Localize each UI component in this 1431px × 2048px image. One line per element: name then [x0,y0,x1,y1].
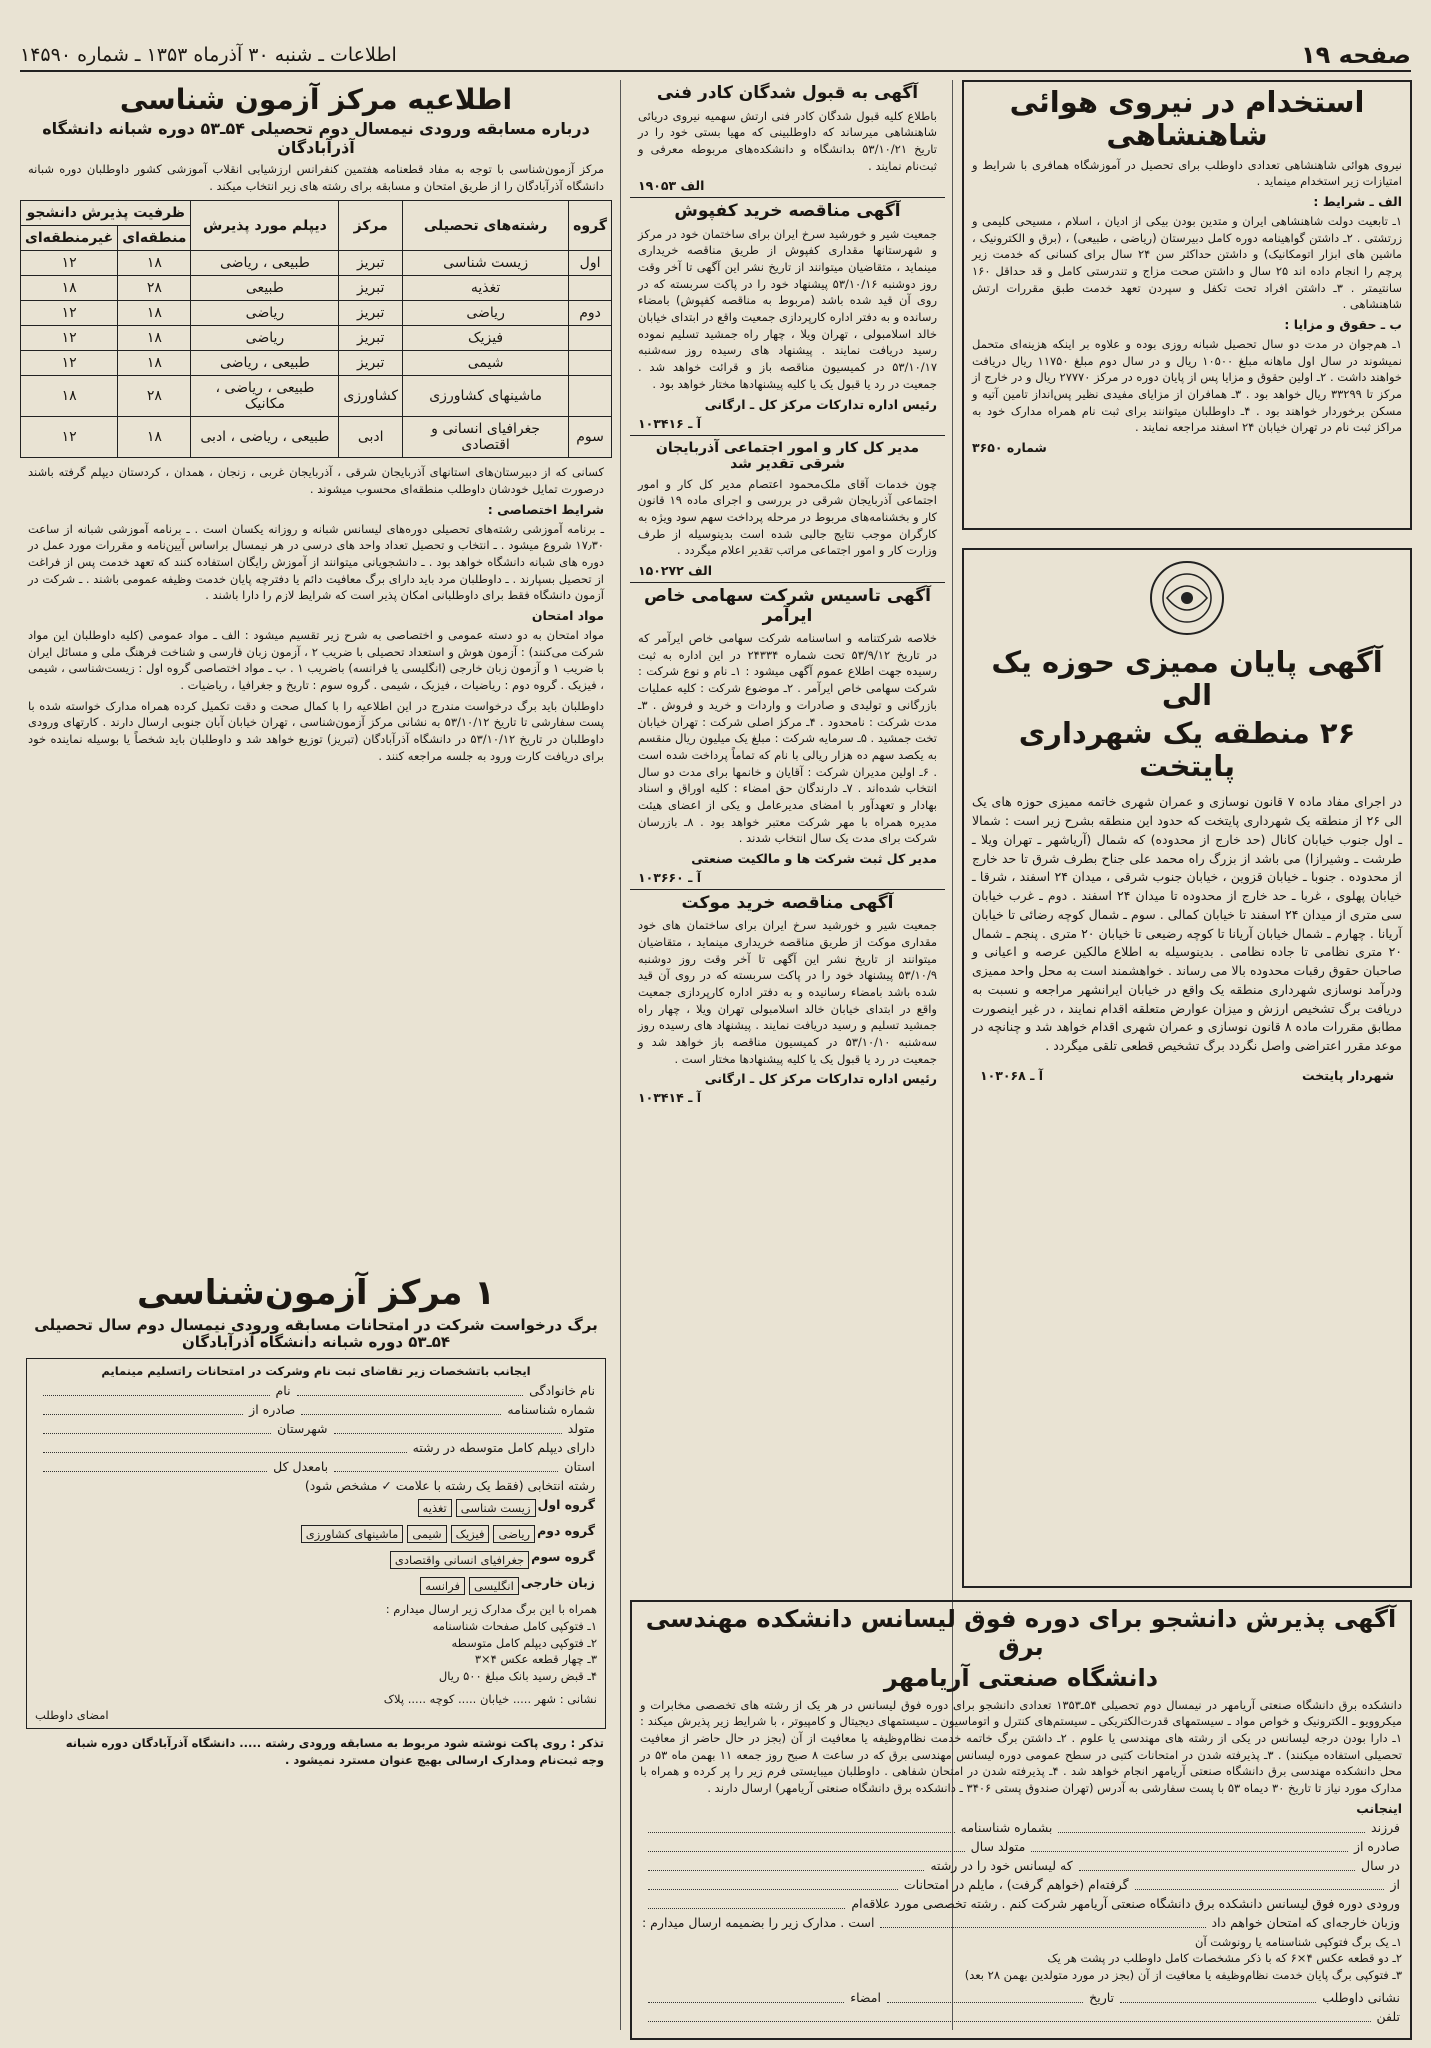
table-cell: طبیعی ، ریاضی [191,351,339,376]
list-item: ۱ـ یک برگ فتوکپی شناسنامه یا رونوشت آن [1195,1934,1402,1949]
average-field[interactable] [43,1459,267,1472]
field-label: تاریخ [1089,1989,1115,2005]
table-cell: طبیعی ، ریاضی ، مکانیک [191,376,339,417]
table-cell: ۱۸ [118,301,191,326]
table-row [21,276,612,301]
choice-checkbox[interactable]: فیزیک [451,1525,490,1543]
table-cell: ادبی [339,417,403,458]
engineering-admission-ad [630,1600,1412,2040]
ad-title: آگهی پایان ممیزی حوزه یک الی [991,645,1383,713]
field-label: تلفن [1376,2008,1400,2024]
table-row [21,376,612,417]
form-field[interactable] [648,1839,965,1852]
form-field[interactable] [648,1877,898,1890]
group-label: گروه سوم [531,1549,595,1565]
language-checkbox[interactable]: انگلیسی [469,1577,519,1595]
birth-field[interactable] [334,1421,562,1434]
list-item: ۲ـ فتوکپی دیپلم کامل متوسطه [451,1635,597,1650]
table-cell: ۲۸ [118,276,191,301]
table-cell: طبیعی ، ریاضی ، ادبی [191,417,339,458]
ad-section-head: ب ـ حقوق و مزایا : [1284,317,1402,333]
ad-body: کسانی که از دبیرستان‌های استانهای آذربایجان شرقی ، آذربایجان غربی ، زنجان ، همدان ، کردستان دیپلم گرفته باشند درصورت تمایل خودشان داوطلب منطقه‌ای محسوب میشوند . [28,465,604,496]
issue-info: اطلاعات ـ شنبه ۳۰ آذرماه ۱۳۵۳ ـ شماره ۱۴۵۹۰ [20,44,397,66]
table-header: غیرمنطقه‌ای [21,226,118,251]
field-label: که لیسانس خود را در رشته [930,1857,1073,1873]
form-field[interactable] [1058,1820,1365,1833]
table-cell: ماشینهای کشاورزی [403,376,569,417]
choice-checkbox[interactable]: جغرافیای انسانی واقتصادی [390,1551,529,1569]
table-cell: طبیعی [191,276,339,301]
column-divider [620,80,621,2030]
field-label: گرفته‌ام (خواهم گرفت) ، مایلم در امتحانات [903,1876,1129,1892]
table-header: منطقه‌ای [118,226,191,251]
group-label: گروه اول [537,1497,595,1513]
field-label: نام خانوادگی [529,1383,595,1399]
form-field[interactable] [1135,1877,1385,1890]
form-field[interactable] [880,1915,1205,1928]
ad-body: ۱ـ تابعیت دولت شاهنشاهی ایران و متدین بودن بیکی از ادیان ، اسلام ، مسیحی کلیمی و زرتشتی . ۲ـ داشتن گواهینامه دوره کامل دبیرستان (ریاضی ، طبیعی) ، (برق و الکترونیک ، ماشین های ابزار اتومکانیک) و داشتن حداکثر سن ۲۴ سال برای کسانی که خدمت زیر پرچم را انجام داده اند ۲۵ سال و داشتن صحت مزاج و تندرستی کامل و قد حداقل ۱۶۰ سانتیمتر . ۳ـ داشتن افراد تحت تکفل و سپردن تعهد خدمت طبق مقررات ارتش شاهنشاهی . [972,214,1402,312]
id-number-field[interactable] [301,1402,501,1415]
ad-body: داوطلبان باید برگ درخواست مندرج در این اطلاعیه را با کمال صحت و دقت تکمیل کرده همراه مدارک خواسته شده با پست سفارشی تا تاریخ ۵۳/۱۰/۱۲ به نشانی مرکز آزمون‌شناسی ، تهران خیابان آبان جنوبی ارسال دارند . کارتهای ورودی داوطلبان در تاریخ ۵۳/۱۰/۱۲ در دانشگاه آذرآبادگان (تبریز) توزیع خواهد شد و داوطلبان باید شخصاً یا بوسیله نماینده خود برای دریافت کارت ورود به جلسه مراجعه کنند . [28,698,604,763]
group-label: گروه دوم [537,1523,595,1539]
choice-checkbox[interactable]: شیمی [407,1525,446,1543]
emblem-icon [1137,556,1237,640]
form-field[interactable] [1079,1858,1355,1871]
form-title: اینجانب [1356,1800,1402,1816]
diploma-field[interactable] [43,1440,407,1453]
table-cell: کشاورزی [339,376,403,417]
table-cell [569,376,612,417]
form-note: ایجانب باتشخصات زیر تقاضای ثبت نام وشرکت در امتحانات راتسلیم مینمایم [101,1363,531,1378]
ad-intro: نیروی هوائی شاهنشاهی تعدادی داوطلب برای تحصیل در آموزشگاه همافری با شرایط و امتیازات زیر استخدام مینماید . [972,157,1402,189]
table-cell: دوم [569,301,612,326]
table-cell: ۱۸ [21,376,118,417]
form-subtitle: برگ درخواست شرکت در امتحانات مسابقه ورودی نیمسال دوم سال تحصیلی ۵۴ـ۵۳ دوره شبانه دانشگاه آذرآبادگان [34,1316,598,1352]
field-label: وزبان خارجه‌ای که امتحان خواهم داد [1211,1914,1400,1930]
table-header: مرکز [339,201,403,251]
first-name-field[interactable] [43,1383,270,1396]
choice-checkbox[interactable]: ماشینهای کشاورزی [301,1525,404,1543]
table-cell: ریاضی [191,301,339,326]
exam-application-form [20,1270,612,2040]
table-cell [569,326,612,351]
table-header: رشته‌های تحصیلی [403,201,569,251]
list-item: ۳ـ فتوکپی برگ پایان خدمت نظام‌وظیفه یا معافیت از آن (بجز در مورد متولدین بهمن ۲۸ بعد) [964,1968,1402,1983]
ad-code: الف ۱۵۰۲۷۲ [638,563,712,579]
tax-assessment-ad [962,548,1412,1588]
ad-title: استخدام در نیروی هوائی شاهنشاهی [1009,85,1365,153]
ad-code: شماره ۳۶۵۰ [972,440,1047,456]
table-cell: ۲۸ [118,376,191,417]
capacity-table [20,200,612,458]
choice-checkbox[interactable]: تغذیه [418,1499,452,1517]
city-field[interactable] [43,1421,271,1434]
table-cell: جغرافیای انسانی و اقتصادی [403,417,569,458]
field-label: نام [275,1383,291,1399]
table-cell: تبریز [339,251,403,276]
table-cell: ریاضی [403,301,569,326]
table-cell: ۱۲ [21,301,118,326]
table-cell: فیزیک [403,326,569,351]
field-label: شماره شناسنامه [507,1402,595,1418]
table-cell: ۱۸ [118,251,191,276]
table-cell: ۱۲ [21,326,118,351]
ad-body: جمعیت شیر و خورشید سرخ ایران برای ساختمان خود در مرکز و شهرستانها مقداری کفپوش از طریق مناقصه خریداری مینماید ، متقاضیان میتوانند از تاریخ نشر این آگهی تا آخر وقت روز دوشنبه ۵۳/۱۰/۱۶ پیشنهاد خود را در پاکت سربسته که در روی آن قید شده باشد (مربوط به مناقصه کفپوش) بامضاء رسانده و به دفتر اداره کارپردازی جمعیت واقع در ابتدای خیابان خالد اسلامبولی ، تهران ویلا ، چهار راه جمشید تسلیم نموده رسید دریافت نمایند . پیشنهاد های رسیده روز سه‌شنبه ۵۳/۱۰/۱۷ در کمیسیون مناقصه باز و قرائت خواهد شد . جمعیت در رد یا قبول یک یا کلیه پیشنهادها مختار خواهد بود . [638,226,937,391]
field-label: است . مدارک زیر را بضمیمه ارسال میدارم : [642,1914,875,1930]
ad-body: باطلاع کلیه قبول شدگان کادر فنی ارتش سهمیه نیروی دریائی شاهنشاهی میرساند که داوطلبینی که مهیا بستی خود را در تاریخ ۵۳/۱۰/۲۱ بدانشگاه و دانشکده‌های مربوطه معرفی و ثبت‌نام نمایند . [638,108,937,173]
ad-body: چون خدمات آقای ملک‌محمود اعتصام مدیر کل کار و امور اجتماعی آذربایجان شرقی در بررسی و اجرای ماده ۱۹ قانون کار و بخشنامه‌های مربوط در مرحله پرداخت سهم سود ویژه به کارگران موجب نتایج جالبی شده است بدینوسیله از طرف وزارت کار و امور اجتماعی مراتب تقدیر اعلام میگردد . [638,476,937,558]
ad-title: آگهی مناقصه خرید موکت [681,892,894,913]
list-item: ۳ـ چهار قطعه عکس ۴×۳ [474,1652,597,1667]
ad-body: ۱ـ هم‌جوان در مدت دو سال تحصیل شبانه روزی بوده و علاوه بر اینکه هزینه‌ای متحمل نمیشوند در سال اول ماهانه مبلغ ۱۰۵۰۰ ریال و در سال دوم مبلغ ۱۱۷۵۰ ریال دریافت خواهند داشت . ۲ـ اولین حقوق و مزایا پس از پایان دوره در مرکز ۲۷۷۷۰ ریال و در خارج از مرکز تا ۳۳۲۹۹ ریال خواهد بود . ۳ـ همافران از مزایای مفیدی نظیر پس‌انداز تامین آتیه و مسکن برخوردار خواهند بود . ۴ـ داوطلبان میتوانند برای ثبت نام همراه مدارک خود به مراکز ثبت نام در تهران خیابان ۲۴ اسفند مراجعه نمایند . [972,337,1403,435]
signature-field[interactable]: امضای داوطلب [35,1708,109,1723]
field-label: بامعدل کل [273,1459,329,1475]
list-item: ۲ـ دو قطعه عکس ۴×۶ که با ذکر مشخصات کامل داوطلب در پشت هر یک [1047,1951,1402,1966]
table-cell: ۱۲ [21,417,118,458]
ad-title: آگهی به قبول شدگان کادر فنی [656,83,919,103]
ad-code: آ ـ ۱۰۳۴۱۶ [638,415,702,431]
province-field[interactable] [334,1459,558,1472]
date-field[interactable] [887,1990,1083,2003]
field-label: متولد سال [970,1838,1026,1854]
page-number: صفحه ۱۹ [1301,41,1411,69]
table-cell: طبیعی ، ریاضی [191,251,339,276]
ad-intro: مرکز آزمون‌شناسی با توجه به مفاد قطعنامه هفتمین کنفرانس ارزشیابی انقلاب آموزشی کشور داوطلبان دوره شبانه دانشگاه آذرآبادگان را از طریق امتحان و مسابقه برای رشته های زیر انتخاب میکند . [28,161,604,193]
table-cell: ۱۸ [21,276,118,301]
ad-title: اطلاعیه مرکز آزمون شناسی [119,83,513,116]
table-row [21,326,612,351]
ad-signature: مدیر کل ثبت شرکت ها و مالکیت صنعتی [691,850,937,866]
table-cell [569,351,612,376]
ad-body: جمعیت شیر و خورشید سرخ ایران برای ساختمان های خود مقداری موکت از طریق مناقصه خریداری مینماید ، متقاضیان میتوانند از تاریخ نشر این آگهی تا آخر وقت روز دوشنبه ۵۳/۱۰/۹ پیشنهاد خود را در پاکت سربسته که در روی آن قید شده باشد بامضاء رسانیده و به دفتر اداره کارپردازی جمعیت واقع در ابتدای خیابان خالد اسلامبولی تهران ویلا ، چهار راه جمشید تسلیم و رسید دریافت نمایند . پیشنهاد های رسیده روز سه‌شنبه ۵۳/۱۰/۱۰ در کمیسیون مناقصه باز خواهد شد و جمعیت در رد یا قبول یک یا کلیه پیشنهادها مختار است . [638,918,937,1066]
footer-note: وجه ثبت‌نام ومدارک ارسالی بهیچ عنوان مسترد نمیشود . [285,1752,604,1767]
form-row [642,1820,1400,1835]
table-row [21,417,612,458]
form-title: ۱ مرکز آزمون‌شناسی [136,1273,496,1313]
choice-checkbox[interactable]: ریاضی [493,1525,535,1543]
table-row [21,251,612,276]
ad-section-head: مواد امتحان [531,608,604,624]
ad-code: آ ـ ۱۰۳۴۱۴ [638,1090,702,1106]
ad-subtitle: درباره مسابقه ورودی نیمسال دوم تحصیلی ۵۴ـ۵۳ دوره شبانه دانشگاه آذرآبادگان [42,119,590,157]
field-label: در سال [1361,1857,1400,1873]
field-label: زبان خارجی [520,1575,595,1591]
field-label: بشماره شناسنامه [960,1819,1053,1835]
table-cell: زیست شناسی [403,251,569,276]
field-label: ورودی دوره فوق لیسانس دانشکده برق دانشگاه صنعتی آریامهر شرکت کنم . رشته تخصصی مورد علاقه‌ام [851,1895,1400,1911]
table-cell: ۱۸ [118,351,191,376]
ad-body: دانشکده برق دانشگاه صنعتی آریامهر در نیمسال دوم تحصیلی ۵۴ـ۱۳۵۳ تعدادی دانشجو برای دوره فوق لیسانس در هر یک از رشته های تخصصی مخابرات و میکروویو ـ الکترونیک و خواص مواد ـ سیستمهای قدرت‌الکتریکی ـ سیستم‌های کنترل و اتوماسیون ـ سیستمهای دیجیتال و کامپیوتر ، با شرایط زیر پذیرش میکند : ۱ـ دارا بودن درجه لیسانس در یکی از رشته های مهندسی یا علوم . ۲ـ داشتن برگ خاتمه خدمت نظام‌وظیفه یا معافیت از آن (بجز در حال حاضر از معافیت تحصیلی استفاده میکنند) . ۳ـ پذیرفته شدن در امتحانات کتبی در سطح عمومی دوره لیسانس مهندسی برق که در ساعت ۸ صبح روز جمعه ۱۱ بهمن ماه ۵۳ در محل دانشکده مهندسی برق دانشگاه صنعتی آریامهر انجام خواهد شد . ۴ـ پذیرفته شدن در امتحان شفاهی . داوطلبان میبایستی فرم زیر را پر کرده و همراه با مدارک مورد نیاز تا تاریخ ۳۰ دیماه ۵۳ با پست سفارشی به آدرس (تهران صندوق پستی ۳۴۰۶ ـ دانشکده برق دانشگاه صنعتی آریامهر) ارسال دارند . [640,1697,1402,1796]
table-row [21,351,612,376]
ad-subtitle: دانشگاه صنعتی آریامهر [883,1664,1159,1693]
field-label: شهرستان [277,1421,328,1437]
table-cell: تغذیه [403,276,569,301]
table-cell: تبریز [339,301,403,326]
air-force-ad [962,80,1412,530]
ad-title: آگهی پذیرش دانشجو برای دوره فوق لیسانس دانشکده مهندسی برق [645,1605,1397,1661]
table-cell: سوم [569,417,612,458]
ad-code: الف ۱۹۰۵۳ [638,178,705,194]
ad-signature: رئیس اداره تدارکات مرکز کل ـ ارگانی [704,1071,937,1087]
ad-body: ـ برنامه آموزشی رشته‌های تحصیلی دوره‌های لیسانس شبانه و روزانه یکسان است . ـ برنامه آموزشی شبانه از ساعت ۱۷٫۳۰ شروع میشود . ـ انتخاب و تحصیل تعداد واحد های درسی در هر نیمسال براساس آیین‌نامه و مقررات مورد عمل در دوره های شبانه دانشگاه خواهد بود . ـ دانشجویانی میتوانند از آموزش رایگان استفاده کنند که تعهد خدمت پس از فراغت از تحصیل بسپارند . ـ داوطلبان مرد باید دارای برگ معافیت دائم یا دفترچه پایان خدمت وظیفه عمومی باشند . ـ شرکت در آزمون دانشگاه فقط برای داوطلبانی امکان پذیر است که شرایط لازم را دارا باشند . [28,521,604,603]
ad-title: ۲۶ منطقه یک شهرداری پایتخت [1018,715,1356,784]
form-field[interactable] [1031,1839,1348,1852]
form-row [642,1839,1400,1854]
field-label: از [1390,1876,1400,1892]
ad-body: در اجرای مفاد ماده ۷ قانون نوسازی و عمران شهری خاتمه ممیزی حوزه های یک الی ۲۶ از منطقه یک شهرداری پایتخت که حدود این منطقه بشرح زیر است : شمالا ـ اول جنوب خیابان کانال (حد خارج از محدوده) که شمال (آریاشهر ـ تهران ویلا ـ طرشت ـ وشیرازا) می باشد از بزرگ راه محمد علی جناح بطرف شرق تا حد خارج از محدوده . جنوبا ـ خیابان قزوین ، خیابان جنوب شرقی ، میدان ۲۴ اسفند ، شرقا ـ خیابان پهلوی ، غربا ـ حد خارج از محدوده تا میدان ۲۴ اسفند . دوم ـ غرب خیابان سی متری از میدان ۲۴ اسفند تا خیابان کمالی . سوم ـ شمال کوچه رضائی تا خیابان آریانا . چهارم ـ شمال خیابان آریانا تا کوچه رضیعی تا خیابان ۲۰ متری . پنجم ـ شمال ۲۰ متری نظامی تا جاده نظامی . بدینوسیله به اطلاع مالکین عرصه و اعیانی و صاحبان حقوق رقبات محدوده بالا می رساند . خواهشمند است به محل واحد ممیزی ودرآمد نوسازی شهرداری منطقه یک واقع در خیابان ایرانشهر مراجعه و نسبت به دریافت برگ تشخیص ارزش و میزان عوارض متعلقه اقدام نمایند ، در غیر اینصورت مطابق مقررات ماده ۸ قانون نوسازی و عمران شهری اقدام خواهد شد و چنانچه در موعد مقرر اعتراضی واصل نگردد برگ تشخیص قطعی تلقی میگردد . [972,794,1403,1054]
table-cell: تبریز [339,351,403,376]
table-cell: اول [569,251,612,276]
table-header: ظرفیت پذیرش دانشجو [21,201,191,226]
form-row [642,1858,1400,1873]
table-cell: ۱۸ [118,326,191,351]
field-label: امضاء [850,1989,881,2005]
ad-section-head: شرایط اختصاصی : [487,501,604,517]
ad-code: آ ـ ۱۰۳۰۶۸ [980,1067,1044,1083]
ad-title: مدیر کل کار و امور اجتماعی آذربایجان شرقی تقدیر شد [655,439,920,472]
ad-title: آگهی تاسیس شرکت سهامی خاص ایرآمر [644,586,931,626]
table-cell: ۱۸ [118,417,191,458]
middle-column [630,80,945,1530]
table-header: دیپلم مورد پذیرش [191,201,339,251]
list-item: ۴ـ قبض رسید بانک مبلغ ۵۰۰ ریال [438,1668,597,1683]
field-label: متولد [567,1421,595,1437]
table-cell: ۱۲ [21,251,118,276]
table-cell: ریاضی [191,326,339,351]
table-cell: تبریز [339,276,403,301]
ad-code: آ ـ ۱۰۳۶۶۰ [638,869,702,885]
page-header [20,40,1411,72]
footer-note: تذکر : روی پاکت نوشته شود مربوط به مسابقه ورودی رشته ..... دانشگاه آذرآبادگان دوره شبانه [65,1735,604,1750]
phone-field[interactable] [648,2009,1371,2022]
form-field[interactable] [648,1896,845,1909]
field-label: صادره از [1353,1838,1400,1854]
exam-announcement [20,80,612,1200]
signature-field[interactable] [648,1990,844,2003]
ad-signature: رئیس اداره تدارکات مرکز کل ـ ارگانی [704,396,937,412]
field-label: رشته انتخابی (فقط یک رشته با علامت ✓ مشخص شود) [304,1478,595,1494]
last-name-field[interactable] [297,1383,524,1396]
issued-from-field[interactable] [43,1402,243,1415]
field-label: دارای دیپلم کامل متوسطه در رشته [412,1440,595,1456]
ad-body: خلاصه شرکتنامه و اساسنامه شرکت سهامی خاص ایرآمر که در تاریخ ۵۳/۹/۱۲ تحت شماره ۲۴۳۳۴ در این اداره به ثبت رسیده جهت اطلاع عموم آگهی میشود : ۱ـ نام و نوع شرکت : شرکت سهامی خاص ایرآمر . ۲ـ موضوع شرکت : کلیه عملیات بازرگانی و تولیدی و صادرات و واردات و خرید و فروش . ۳ـ مدت شرکت : نامحدود . ۴ـ مرکز اصلی شرکت : تهران خیابان تخت جمشید . ۵ـ سرمایه شرکت : مبلغ یک میلیون ریال منقسم به یکصد سهم ده هزار ریالی با نام که تماماً پرداخت شده است . ۶ـ اولین مدیران شرکت : آقایان و خانمها برای مدت دو سال انتخاب شده‌اند . ۷ـ دارندگان حق امضاء : کلیه اوراق و اسناد بهادار و تعهدآور با امضای مدیرعامل و یکی از اعضای هیئت مدیره همراه با مهر شرکت معتبر خواهد بود . ۸ـ بازرسان شرکت برای مدت یک سال انتخاب شدند . [638,631,938,846]
table-cell [569,276,612,301]
form-attach: همراه با این برگ مدارک زیر ارسال میدارم : [385,1602,597,1617]
table-row [21,301,612,326]
table-cell: ۱۲ [21,351,118,376]
list-item: ۱ـ فتوکپی کامل صفحات شناسنامه [432,1618,597,1633]
ad-body: مواد امتحان به دو دسته عمومی و اختصاصی به شرح زیر تقسیم میشود : الف ـ مواد عمومی (کلیه داوطلبان این مواد شرکت می‌کنند) : آزمون هوش و استعداد تحصیلی با ضریب ۲ ، آزمون زبان فارسی و شناخت فرهنگ ملی و مسائل ایران با ضریب ۱ و آزمون زبان خارجی (انگلیسی یا فرانسه) باضریب ۱ . ب ـ مواد اختصاصی گروه اول : زیست‌شناسی ، شیمی ، فیزیک . گروه دوم : ریاضیات ، فیزیک ، شیمی . گروه سوم : تاریخ و جغرافیا ، ریاضیات . [28,628,604,693]
form-field[interactable] [648,1820,955,1833]
field-label: صادره از [249,1402,296,1418]
ad-title: آگهی مناقصه خرید کفپوش [674,201,901,222]
table-header: گروه [569,201,612,251]
choice-checkbox[interactable]: زیست شناسی [456,1499,536,1517]
field-label: استان [564,1459,595,1475]
table-cell: تبریز [339,326,403,351]
form-row [642,1877,1400,1892]
address-field[interactable] [1120,1990,1316,2003]
field-label: فرزند [1371,1819,1400,1835]
field-label: نشانی داوطلب [1322,1989,1400,2005]
form-field[interactable] [648,1858,924,1871]
language-checkbox[interactable]: فرانسه [420,1577,465,1595]
ad-section-head: الف ـ شرایط : [1313,194,1402,210]
address-field[interactable]: نشانی : شهر ..... خیابان ..... کوچه ..... پلاک [383,1691,597,1706]
ad-signature: شهردار پایتخت [1302,1067,1394,1083]
table-cell: شیمی [403,351,569,376]
